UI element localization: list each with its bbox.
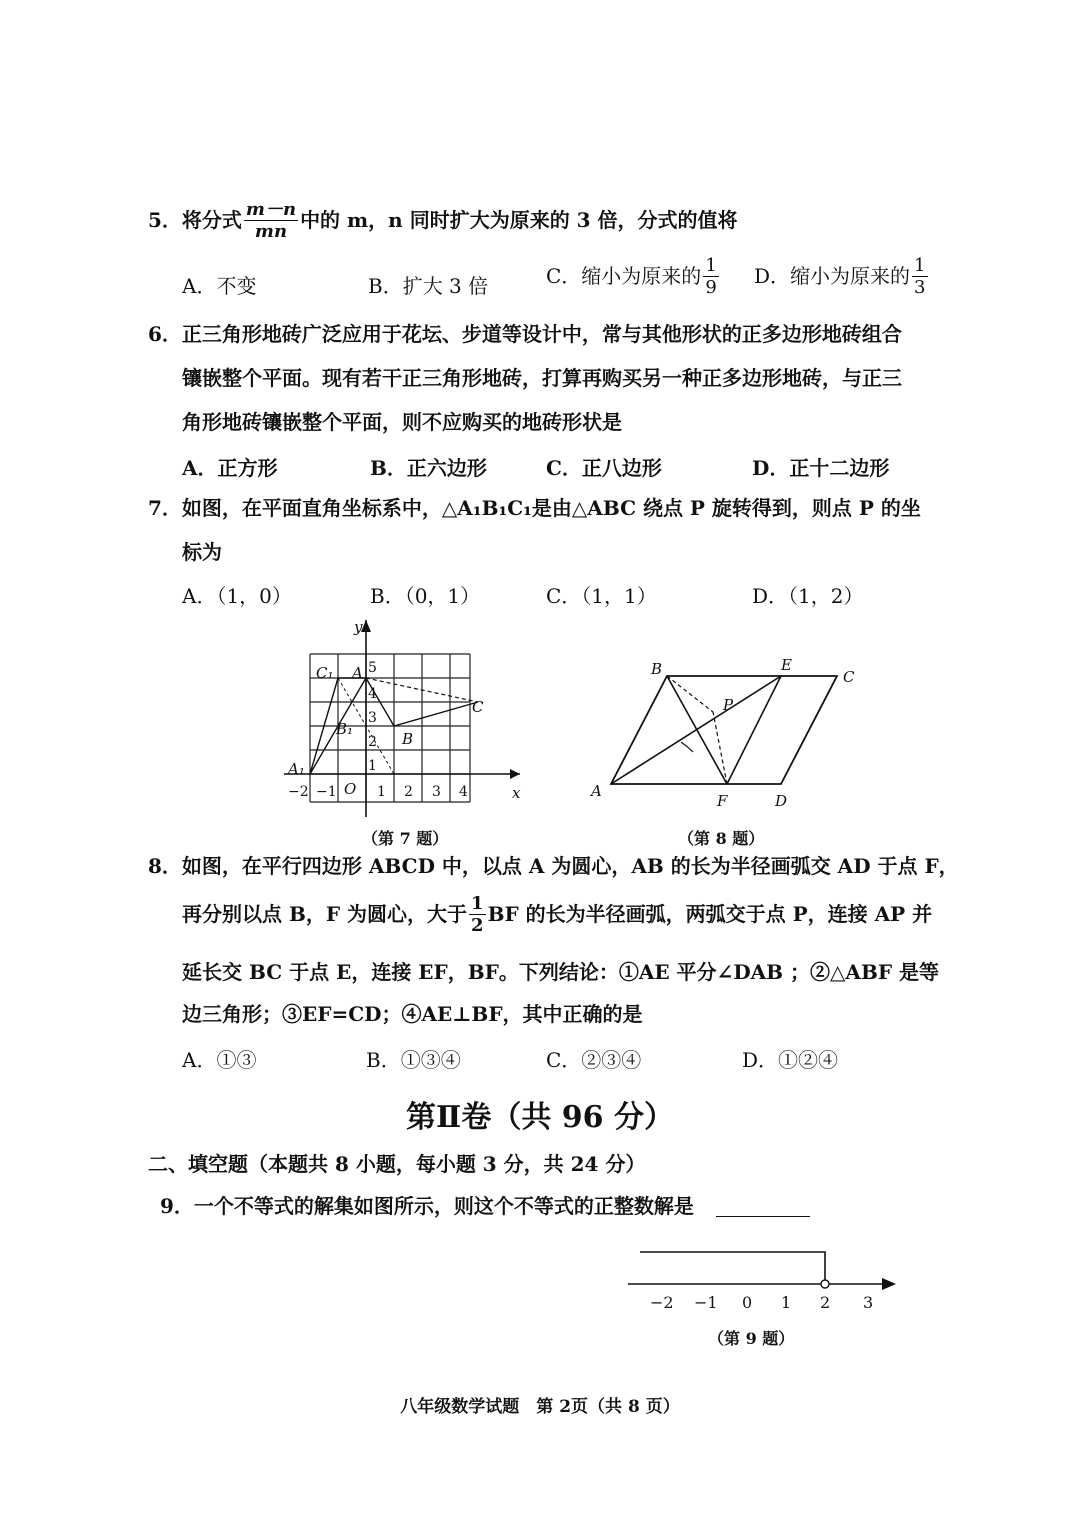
- point-f-label: F: [717, 792, 728, 810]
- q5-option-d-frac: [912, 256, 927, 299]
- q6-option-a[interactable]: A．正方形: [182, 456, 278, 480]
- q5-fraction: [244, 200, 298, 243]
- solution-set-bracket: [640, 1252, 825, 1280]
- page-footer: 八年级数学试题 第 2页（共 8 页）: [400, 1397, 680, 1417]
- q5-option-b[interactable]: B．扩大 3 倍: [368, 274, 489, 298]
- nl-tick-1: 1: [781, 1293, 792, 1312]
- q5-d-num: 1: [914, 255, 926, 276]
- q5-c-den: 9: [705, 277, 717, 298]
- q5-option-c-frac: [703, 256, 718, 299]
- q8-frac-num: 1: [471, 893, 484, 914]
- nl-tick-neg2: −2: [650, 1293, 674, 1312]
- q8-line-3: 延长交 BC 于点 E，连接 EF，BF。下列结论：①AE 平分∠DAB ；②△ABF 是等: [182, 960, 940, 984]
- q7-line-2: 标为: [182, 540, 222, 564]
- y-tick-1: 1: [368, 758, 377, 774]
- y-tick-5: 5: [368, 660, 377, 676]
- q5-option-c-text: C．缩小为原来的: [546, 264, 702, 288]
- q5-lead: 将分式: [181, 208, 242, 232]
- q9-answer-blank[interactable]: [716, 1216, 810, 1217]
- q5-c-num: 1: [705, 255, 717, 276]
- q8-line-4: 边三角形；③EF=CD；④AE⊥BF，其中正确的是: [182, 1002, 643, 1026]
- nl-tick-neg1: −1: [694, 1293, 718, 1312]
- x-tick-neg2: −2: [288, 784, 309, 800]
- segment-fp: [713, 712, 727, 784]
- y-tick-3: 3: [368, 710, 377, 726]
- q5-d-den: 3: [914, 277, 926, 298]
- figure-9-number-line: [620, 1240, 910, 1320]
- nl-tick-3: 3: [863, 1293, 874, 1312]
- point-p-label: P: [723, 696, 734, 714]
- q8-line-2a: 再分别以点 B，F 为圆心，大于: [182, 902, 468, 926]
- x-tick-4: 4: [459, 784, 468, 800]
- origin-label: O: [344, 780, 357, 798]
- x-tick-2: 2: [404, 784, 413, 800]
- q5-option-d-text: D．缩小为原来的: [754, 264, 911, 288]
- section-2-title: 第Ⅱ卷（共 96 分）: [406, 1100, 674, 1135]
- q6-option-d[interactable]: D．正十二边形: [752, 456, 890, 480]
- q8-frac-den: 2: [471, 915, 484, 936]
- q8-half-fraction: [469, 894, 486, 937]
- segment-bf: [667, 676, 727, 784]
- point-b-label-8: B: [651, 660, 663, 678]
- q5-number: 5．: [148, 208, 182, 232]
- q5-option-d[interactable]: [754, 256, 930, 299]
- question-5: [148, 200, 738, 243]
- x-tick-neg1: −1: [316, 784, 337, 800]
- segment-bp: [667, 676, 713, 712]
- q6-option-c[interactable]: C．正八边形: [546, 456, 662, 480]
- point-a-label-8: A: [591, 782, 602, 800]
- arc-mark: [681, 742, 693, 752]
- open-circle-at-2: [821, 1280, 829, 1288]
- q6-option-b[interactable]: B．正六边形: [370, 456, 487, 480]
- q7-option-c[interactable]: C．（1，1）: [546, 584, 657, 608]
- point-b-label: B: [402, 730, 414, 748]
- q8-option-b[interactable]: B．①③④: [366, 1048, 461, 1072]
- y-tick-2: 2: [368, 734, 377, 750]
- point-c-label-8: C: [843, 668, 855, 686]
- segment-ef: [727, 676, 781, 784]
- q7-option-d[interactable]: D．（1，2）: [752, 584, 864, 608]
- q7-option-a[interactable]: A．（1，0）: [182, 584, 292, 608]
- grid-lines: [310, 654, 470, 802]
- q5-rest: 中的 m，n 同时扩大为原来的 3 倍，分式的值将: [300, 208, 738, 232]
- figure-9-caption: （第 9 题）: [708, 1329, 795, 1348]
- q8-option-c[interactable]: C．②③④: [546, 1048, 642, 1072]
- q8-option-d[interactable]: D．①②④: [742, 1048, 839, 1072]
- figure-7-grid: [270, 612, 530, 822]
- part-2-heading: 二、填空题（本题共 8 小题，每小题 3 分，共 24 分）: [148, 1152, 646, 1176]
- nl-tick-2: 2: [820, 1293, 831, 1312]
- q5-frac-num: m－n: [245, 199, 297, 220]
- point-c1-label: C₁: [316, 664, 334, 682]
- q6-line-3: 角形地砖镶嵌整个平面，则不应购买的地砖形状是: [182, 410, 622, 434]
- point-a1-label: A₁: [288, 760, 305, 778]
- nl-tick-0: 0: [742, 1293, 753, 1312]
- point-c-label: C: [472, 698, 484, 716]
- q9-text: 9．一个不等式的解集如图所示，则这个不等式的正整数解是: [160, 1194, 694, 1218]
- y-axis-label: y: [354, 618, 363, 636]
- point-e-label: E: [781, 656, 792, 674]
- figure-7-caption: （第 7 题）: [362, 829, 449, 848]
- segment-ae: [611, 676, 781, 784]
- q8-line-2b: BF 的长为半径画弧，两弧交于点 P，连接 AP 并: [487, 902, 933, 926]
- x-tick-3: 3: [432, 784, 441, 800]
- point-d-label: D: [775, 792, 788, 810]
- x-tick-1: 1: [377, 784, 386, 800]
- y-tick-4: 4: [368, 686, 377, 702]
- q6-line-1: 6．正三角形地砖广泛应用于花坛、步道等设计中，常与其他形状的正多边形地砖组合: [148, 322, 902, 346]
- q7-line-1: 7．如图，在平面直角坐标系中，△A₁B₁C₁是由△ABC 绕点 P 旋转得到，则点 P 的坐: [148, 496, 921, 520]
- q7-option-b[interactable]: B．（0，1）: [370, 584, 481, 608]
- point-b1-label: B₁: [336, 720, 354, 738]
- q8-option-a[interactable]: A．①③: [182, 1048, 257, 1072]
- number-line-arrow-icon: [882, 1278, 896, 1290]
- q6-line-2: 镶嵌整个平面。现有若干正三角形地砖，打算再购买另一种正多边形地砖，与正三: [182, 366, 902, 390]
- q8-line-2: [182, 894, 932, 937]
- q5-option-a[interactable]: A．不变: [182, 274, 257, 298]
- q8-line-1: 8．如图，在平行四边形 ABCD 中，以点 A 为圆心，AB 的长为半径画弧交 AD 于点 F，: [148, 854, 959, 878]
- q5-option-c[interactable]: [546, 256, 721, 299]
- x-axis-label: x: [512, 784, 521, 802]
- figure-8-parallelogram: [585, 650, 875, 820]
- y-axis-arrow-icon: [361, 620, 371, 632]
- point-a-label: A: [352, 664, 363, 682]
- x-axis-arrow-icon: [510, 769, 520, 779]
- figure-8-caption: （第 8 题）: [678, 829, 765, 848]
- q5-frac-den: mn: [254, 221, 288, 242]
